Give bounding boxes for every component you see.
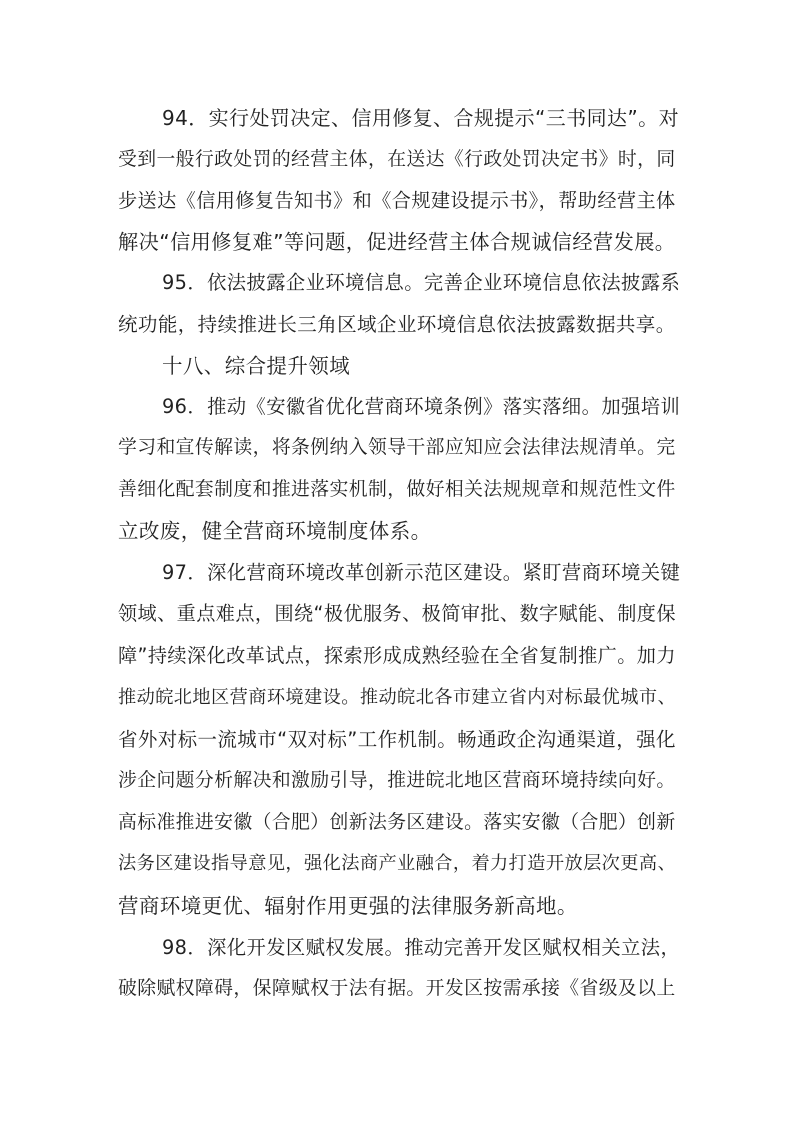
paragraph-95-line-2: 统功能，持续推进长三角区域企业环境信息依法披露数据共享。 <box>118 313 676 336</box>
paragraph-97-line-9: 营商环境更优、辐射作用更强的法律服务新高地。 <box>118 894 578 918</box>
paragraph-96-line-3: 善细化配套制度和推进落实机制，做好相关法规规章和规范性文件 <box>118 479 676 500</box>
paragraph-96-line-2: 学习和宣传解读，将条例纳入领导干部应知应会法律法规清单。完 <box>118 437 676 458</box>
section-heading: 十八、综合提升领域 <box>162 354 351 378</box>
paragraph-97-line-4: 推动皖北地区营商环境建设。推动皖北各市建立省内对标最优城市、 <box>118 687 677 708</box>
paragraph-97-line-5: 省外对标一流城市“双对标”工作机制。畅通政企沟通渠道，强化 <box>118 728 676 751</box>
paragraph-97-line-8: 法务区建设指导意见，强化法商产业融合，着力打造开放层次更高、 <box>118 853 677 874</box>
paragraph-97-line-6: 涉企问题分析解决和激励引导，推进皖北地区营商环境持续向好。 <box>118 770 676 791</box>
paragraph-96-line-4: 立改废，健全营商环境制度体系。 <box>118 519 432 543</box>
paragraph-95-line-1: 95．依法披露企业环境信息。完善企业环境信息依法披露系 <box>162 271 681 294</box>
paragraph-98-line-2: 破除赋权障碍，保障赋权于法有据。开发区按需承接《省级及以上 <box>118 978 676 999</box>
paragraph-94-line-2: 受到一般行政处罚的经营主体，在送达《行政处罚决定书》时，同 <box>118 149 676 170</box>
paragraph-98-line-1: 98．深化开发区赋权发展。推动完善开发区赋权相关立法， <box>162 936 681 959</box>
paragraph-94-line-4: 解决“信用修复难”等问题，促进经营主体合规诚信经营发展。 <box>118 230 676 254</box>
paragraph-94-line-1: 94．实行处罚决定、信用修复、合规提示“三书同达”。对 <box>162 106 679 130</box>
paragraph-97-line-1: 97．深化营商环境改革创新示范区建设。紧盯营商环境关键 <box>162 561 681 584</box>
paragraph-96-line-1: 96．推动《安徽省优化营商环境条例》落实落细。加强培训 <box>162 395 681 418</box>
paragraph-94-line-3: 步送达《信用修复告知书》和《合规建设提示书》，帮助经营主体 <box>118 189 676 212</box>
paragraph-97-line-2: 领域、重点难点，围绕“极优服务、极简审批、数字赋能、制度保 <box>118 602 676 625</box>
paragraph-97-line-3: 障”持续深化改革试点，探索形成成熟经验在全省复制推广。加力 <box>118 644 676 667</box>
paragraph-97-line-7: 高标准推进安徽（合肥）创新法务区建设。落实安徽（合肥）创新 <box>118 812 676 833</box>
